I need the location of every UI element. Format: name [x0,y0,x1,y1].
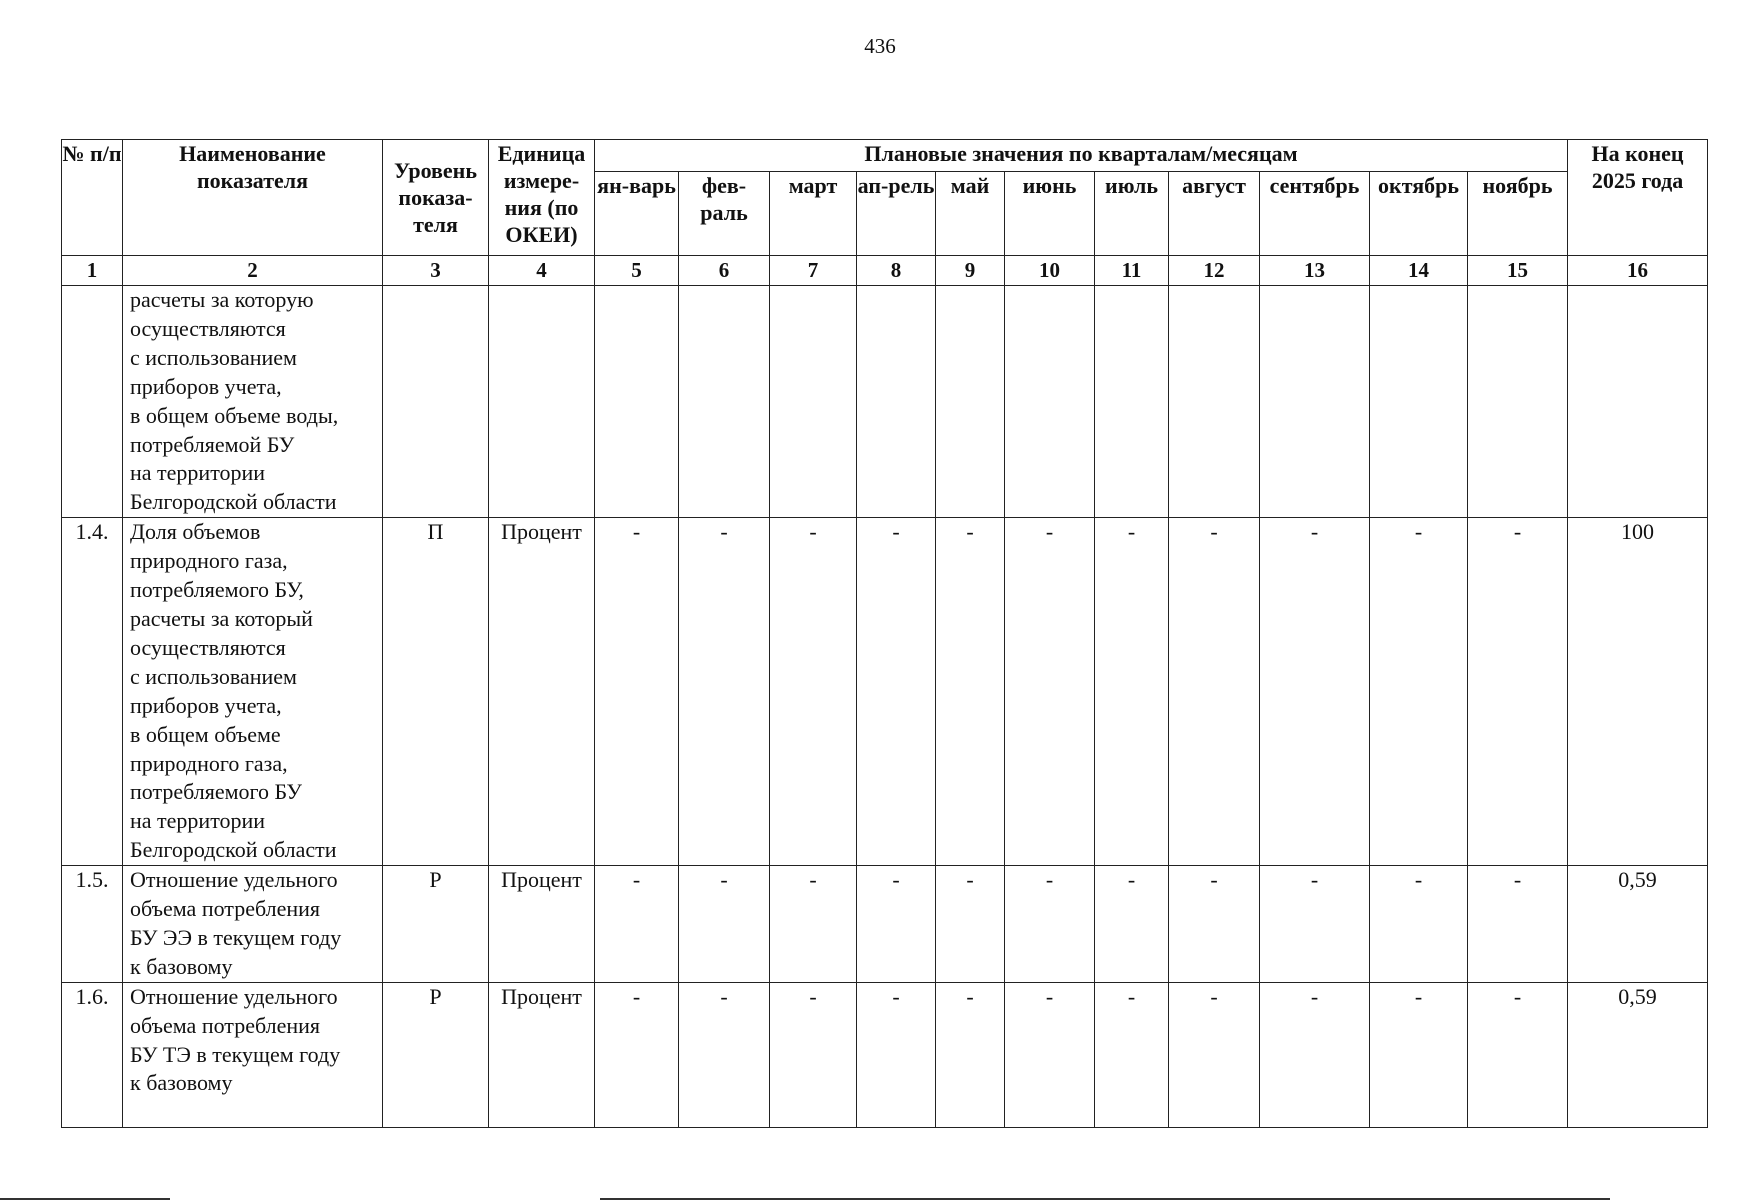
month-value-cell [1468,286,1568,518]
indicator-name-cell [123,866,383,983]
month-value-cell: - [1260,982,1370,1127]
month-value-cell [857,286,936,518]
page-number: 436 [864,34,896,58]
month-value-cell: - [679,518,770,866]
column-number: 7 [770,256,857,286]
month-value-cell: - [1005,982,1095,1127]
month-value-cell: - [679,866,770,983]
unit-cell: Процент [489,866,595,983]
column-number: 13 [1260,256,1370,286]
row-number-cell: 1.4. [62,518,123,866]
indicators-table [61,139,1708,1128]
month-value-cell [1169,286,1260,518]
month-value-cell: - [1468,866,1568,983]
level-cell [383,286,489,518]
month-value-cell: - [595,866,679,983]
month-value-cell: - [1169,866,1260,983]
header-month: сентябрь [1260,172,1370,256]
header-unit: Единица измере-ния (по ОКЕИ) [489,140,595,256]
unit-cell: Процент [489,518,595,866]
column-number: 8 [857,256,936,286]
end-of-year-value-cell: 0,59 [1568,866,1708,983]
month-value-cell: - [1095,866,1169,983]
month-value-cell: - [679,982,770,1127]
column-numbers-row [62,256,1708,286]
column-number: 16 [1568,256,1708,286]
indicator-name-line: потребляемой БУ [130,431,295,457]
month-value-cell: - [857,982,936,1127]
month-value-cell: - [1260,518,1370,866]
month-value-cell: - [770,866,857,983]
indicator-name-line: в общем объеме [130,721,281,747]
indicator-name-cell [123,518,383,866]
indicator-name-line: осуществляются [130,315,286,341]
month-value-cell: - [1370,866,1468,983]
column-number: 4 [489,256,595,286]
indicator-name-line: Белгородской области [130,837,337,863]
column-number: 10 [1005,256,1095,286]
header-no: № п/п [62,140,123,256]
row-number-cell [62,286,123,518]
month-value-cell: - [936,518,1005,866]
indicator-name-line: с использованием [130,344,297,370]
month-value-cell [595,286,679,518]
month-value-cell: - [1169,518,1260,866]
header-end-of-year: На конец 2025 года [1568,140,1708,256]
indicator-name-line: Доля объемов [130,519,261,545]
month-value-cell [1095,286,1169,518]
indicator-name-line: потребляемого БУ, [130,577,304,603]
column-number: 15 [1468,256,1568,286]
level-cell: Р [383,982,489,1127]
column-number: 14 [1370,256,1468,286]
header-month: март [770,172,857,256]
header-level: Уровень показа-теля [383,140,489,256]
month-value-cell: - [1260,866,1370,983]
indicator-name-cell [123,982,383,1127]
indicator-name-line: Белгородской области [130,489,337,515]
column-number: 3 [383,256,489,286]
end-of-year-value-cell: 100 [1568,518,1708,866]
header-name: Наименование показателя [123,140,383,256]
month-value-cell [1005,286,1095,518]
month-value-cell: - [1005,518,1095,866]
header-month: май [936,172,1005,256]
indicator-name-line: расчеты за которую [130,287,314,312]
month-value-cell: - [595,518,679,866]
month-value-cell: - [936,982,1005,1127]
indicator-name-line: на территории [130,460,266,486]
row-number-cell: 1.6. [62,982,123,1127]
table-row [62,518,1708,866]
month-value-cell [936,286,1005,518]
month-value-cell: - [1370,518,1468,866]
table-row [62,286,1708,518]
header-month: ап-рель [857,172,936,256]
end-of-year-value-cell: 0,59 [1568,982,1708,1127]
month-value-cell: - [1005,866,1095,983]
indicator-name-line: объема потребления [130,896,321,922]
header-month: октябрь [1370,172,1468,256]
level-cell: Р [383,866,489,983]
header-month: июнь [1005,172,1095,256]
month-value-cell: - [770,982,857,1127]
table-row [62,866,1708,983]
indicator-name-line: Отношение удельного [130,867,338,893]
row-number-cell: 1.5. [62,866,123,983]
header-month: август [1169,172,1260,256]
header-month: ноябрь [1468,172,1568,256]
table-row [62,982,1708,1127]
indicator-name-line: объема потребления [130,1012,321,1038]
header-plan-group: Плановые значения по кварталам/месяцам [595,140,1568,172]
column-number: 2 [123,256,383,286]
month-value-cell: - [595,982,679,1127]
month-value-cell: - [857,518,936,866]
month-value-cell: - [1468,982,1568,1127]
header-month: ян-варь [595,172,679,256]
month-value-cell: - [857,866,936,983]
month-value-cell [770,286,857,518]
indicator-name-line: Отношение удельного [130,983,338,1009]
indicator-name-line: к базовому [130,953,233,979]
column-number: 6 [679,256,770,286]
indicator-name-line: БУ ЭЭ в текущем году [130,924,342,950]
indicator-name-line: приборов учета, [130,373,282,399]
header-month: июль [1095,172,1169,256]
indicator-name-line: расчеты за который [130,605,313,631]
indicator-name-line: потребляемого БУ [130,779,302,805]
column-number: 5 [595,256,679,286]
indicator-name-line: природного газа, [130,548,288,574]
month-value-cell: - [770,518,857,866]
indicator-name-line: осуществляются [130,634,286,660]
unit-cell [489,286,595,518]
indicator-name-line: БУ ТЭ в текущем году [130,1041,341,1067]
month-value-cell [1260,286,1370,518]
month-value-cell: - [1370,982,1468,1127]
column-number: 1 [62,256,123,286]
indicator-name-line: к базовому [130,1070,233,1096]
indicator-name-line: на территории [130,808,266,834]
unit-cell: Процент [489,982,595,1127]
level-cell: П [383,518,489,866]
month-value-cell: - [1095,982,1169,1127]
month-value-cell: - [936,866,1005,983]
header-month: фев-раль [679,172,770,256]
column-number: 11 [1095,256,1169,286]
indicator-name-line: природного газа, [130,750,288,776]
indicator-name-line: приборов учета, [130,692,282,718]
end-of-year-value-cell [1568,286,1708,518]
indicator-name-cell [123,286,383,518]
month-value-cell [679,286,770,518]
month-value-cell: - [1468,518,1568,866]
month-value-cell: - [1095,518,1169,866]
column-number: 9 [936,256,1005,286]
column-number: 12 [1169,256,1260,286]
month-value-cell [1370,286,1468,518]
indicator-name-line: в общем объеме воды, [130,402,339,428]
indicator-name-line: с использованием [130,663,297,689]
month-value-cell: - [1169,982,1260,1127]
